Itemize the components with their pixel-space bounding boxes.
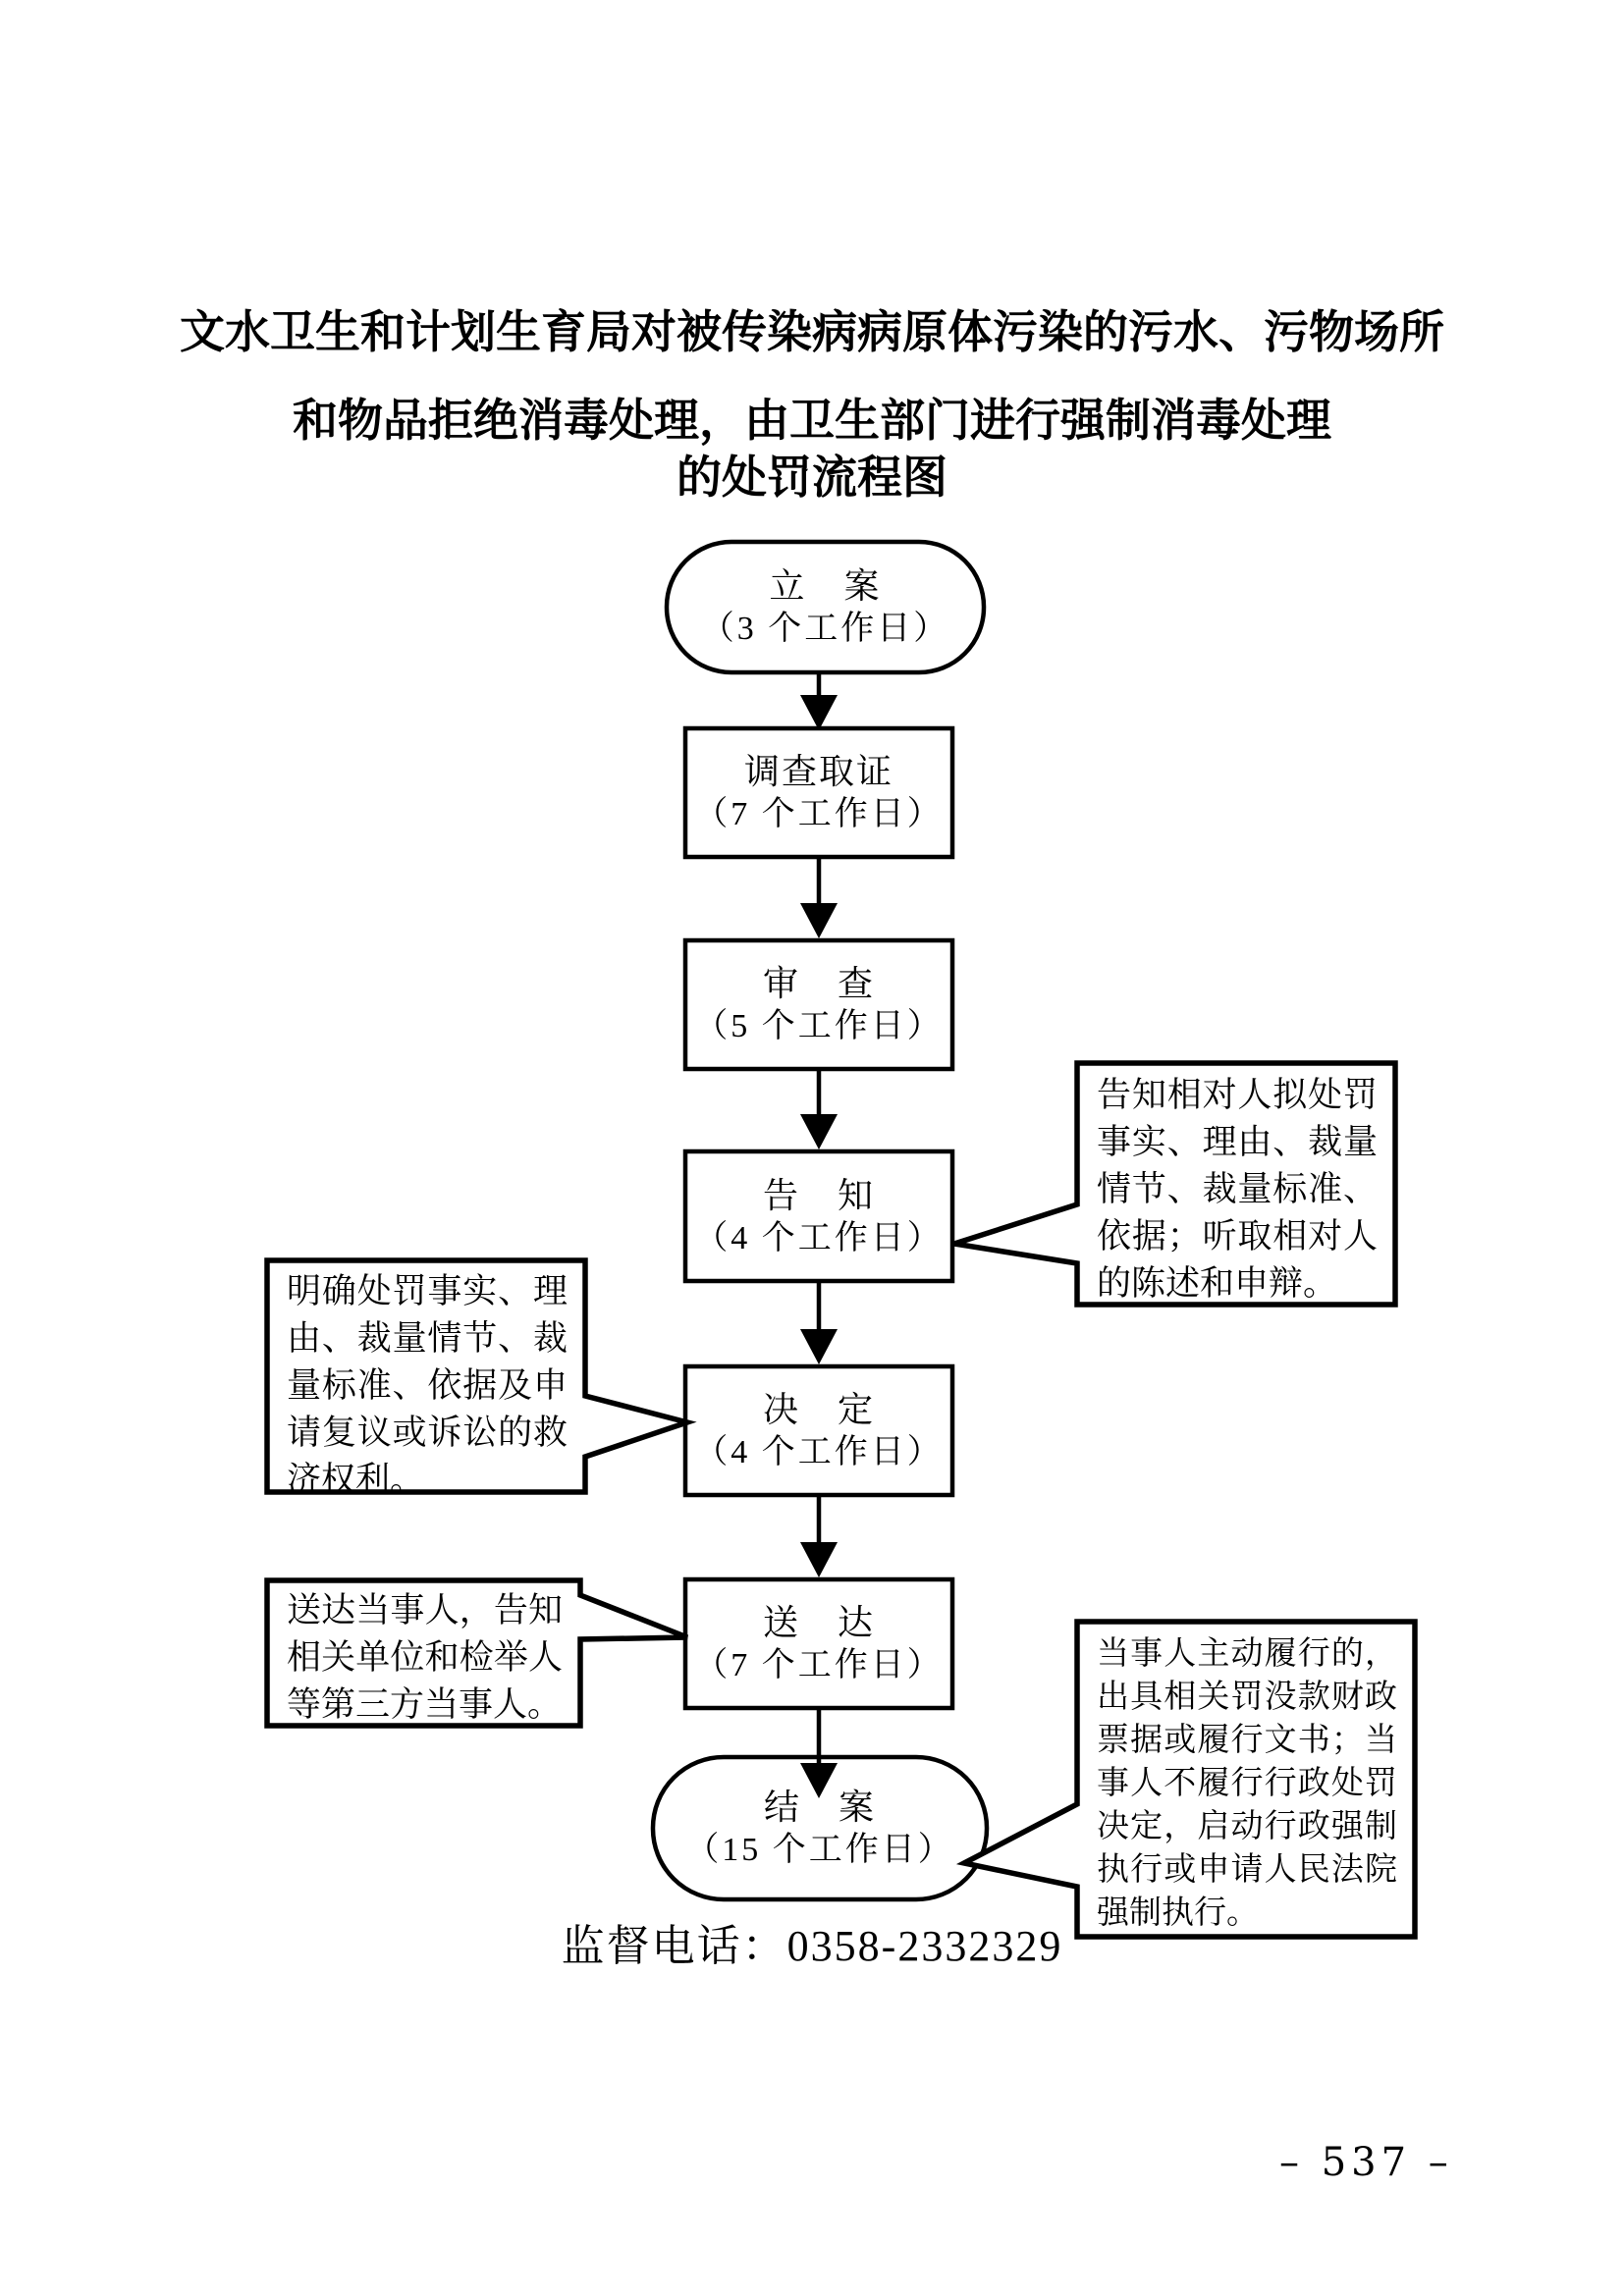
callout-line: 请复议或诉讼的救 (287, 1414, 568, 1452)
callout-line: 出具相关罚没款财政 (1097, 1680, 1397, 1715)
node-duration: （4 个工作日） (694, 1434, 944, 1470)
node-label: 送 达 (762, 1603, 875, 1642)
node-duration: （3 个工作日） (700, 611, 950, 647)
supervision-hotline: 监督电话：0358-2332329 (561, 1922, 1063, 1970)
callout-line: 明确处罚事实、理 (287, 1272, 568, 1310)
flow-node-diaocha (685, 728, 952, 857)
arrowhead-icon (800, 1542, 838, 1577)
node-label: 调查取证 (743, 752, 893, 791)
arrowhead-icon (800, 695, 838, 730)
callout-line: 量标准、依据及申 (287, 1366, 568, 1405)
flow-node-lian (667, 542, 984, 672)
callout-line: 济权利。 (287, 1461, 425, 1499)
callout-line: 决定，启动行政强制 (1097, 1809, 1397, 1844)
callout-line: 事实、理由、裁量 (1097, 1123, 1378, 1161)
callout-songda-note (287, 1587, 563, 1729)
arrowhead-icon (800, 1329, 838, 1364)
callout-line: 强制执行。 (1097, 1896, 1259, 1931)
flow-node-gaozhi (685, 1151, 952, 1281)
page-title-line1: 文水卫生和计划生育局对被传染病病原体污染的污水、污物场所 (180, 306, 1444, 357)
page-number: – 537 – (1279, 2140, 1453, 2185)
callout-line: 的陈述和申辩。 (1097, 1264, 1338, 1303)
node-label: 审 查 (762, 964, 875, 1003)
callout-jueding-note (287, 1268, 568, 1504)
node-duration: （7 个工作日） (694, 796, 944, 832)
flow-node-songda (685, 1579, 952, 1708)
node-duration: （4 个工作日） (694, 1219, 944, 1256)
node-duration: （7 个工作日） (694, 1647, 944, 1683)
flow-node-jiean (653, 1757, 987, 1899)
callout-line: 等第三方当事人。 (287, 1685, 563, 1724)
flow-node-shencha (685, 940, 952, 1069)
callout-gaozhi-note (1097, 1072, 1378, 1308)
arrowhead-icon (800, 1114, 838, 1149)
callout-line: 票据或履行文书；当 (1097, 1723, 1397, 1758)
callout-jiean-note (1097, 1632, 1397, 1935)
callout-line: 相关单位和检举人 (287, 1638, 563, 1677)
callout-line: 执行或申请人民法院 (1097, 1852, 1397, 1888)
callout-line: 当事人主动履行的， (1097, 1636, 1397, 1672)
callout-line: 事人不履行行政处罚 (1097, 1766, 1397, 1801)
page-title-line3: 的处罚流程图 (677, 452, 947, 503)
callout-line: 送达当事人，告知 (287, 1591, 563, 1629)
node-duration: （15 个工作日） (685, 1832, 954, 1868)
callout-line: 由、裁量情节、裁 (287, 1319, 568, 1358)
node-label: 结 案 (763, 1788, 876, 1827)
flow-node-jueding (685, 1366, 952, 1495)
callout-line: 情节、裁量标准、 (1097, 1170, 1378, 1208)
page-title-line2: 和物品拒绝消毒处理，由卫生部门进行强制消毒处理 (293, 395, 1331, 446)
node-label: 决 定 (762, 1390, 875, 1429)
node-label: 立 案 (769, 566, 882, 606)
callout-line: 依据；听取相对人 (1097, 1217, 1378, 1255)
node-label: 告 知 (762, 1175, 875, 1215)
node-duration: （5 个工作日） (694, 1008, 944, 1044)
arrowhead-icon (800, 903, 838, 938)
callout-line: 告知相对人拟处罚 (1097, 1076, 1378, 1114)
